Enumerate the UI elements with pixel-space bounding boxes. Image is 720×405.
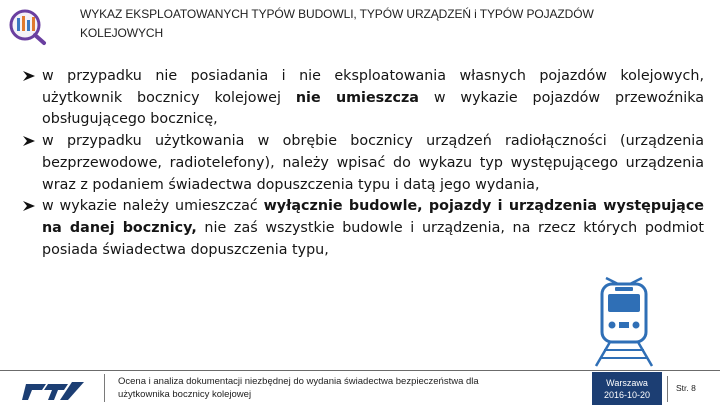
list-item [22,131,704,196]
footer-date-box [592,372,662,405]
footer-separator [667,376,668,402]
bullet-text [42,66,704,131]
footer [0,370,720,405]
page-title [80,5,680,43]
footer-description-line2: użytkownika bocznicy kolejowej [118,389,252,400]
bullet-text [42,131,704,196]
bullet-text-part: w przypadku nie posiadania i nie eksploatowania własnych pojazdów kolejowych, użytkownik bocznicy kolejowej [42,68,704,106]
list-item [22,196,704,261]
arrow-bullet-icon [22,200,36,212]
footer-city: Warszawa [606,378,648,388]
bullet-text-part: w przypadku użytkowania w obrębie bocznicy urządzeń radiołączności (urządzenia bezprzewodowe, radiotelefony), należy wpisać do wykazu typ występującego urządzenia wraz z podaniem świadectwa dopuszczenia typu i datą jego wydania, [42,133,704,193]
header [0,0,720,46]
bullet-text-bold: wyłącznie budowle, pojazdy i urządzenia występujące na danej bocznicy, [42,198,704,236]
footer-divider [0,370,720,371]
bullet-text-part: nie zaś wszystkie budowle i urządzenia, na rzecz których podmiot posiada świadectwa dopuszczenia typu, [42,219,704,258]
search-logo-icon [6,6,50,46]
page-title-line2: KOLEJOWYCH [80,26,164,40]
footer-separator [104,374,105,402]
page-title-line1: WYKAZ EKSPLOATOWANYCH TYPÓW BUDOWLI, TYPÓW URZĄDZEŃ i TYPÓW POJAZDÓW [80,7,594,21]
bullet-text [42,196,704,261]
bullet-text-part: w wykazie pojazdów przewoźnika obsługującego bocznicę, [42,89,705,128]
list-item [22,66,704,131]
bullet-text-bold: nie umieszcza [295,89,419,106]
plk-logo-icon [22,378,84,402]
arrow-bullet-icon [22,135,36,147]
arrow-bullet-icon [22,70,36,82]
footer-description [118,375,578,401]
footer-description-line1: Ocena i analiza dokumentacji niezbędnej do wydania świadectwa bezpieczeństwa dla [118,376,479,387]
bullet-text-part: w wykazie należy umieszczać [42,198,264,215]
train-icon [588,276,660,368]
footer-date: 2016-10-20 [603,390,651,400]
page-number: Str. 8 [676,383,696,393]
bullet-list [22,66,704,261]
